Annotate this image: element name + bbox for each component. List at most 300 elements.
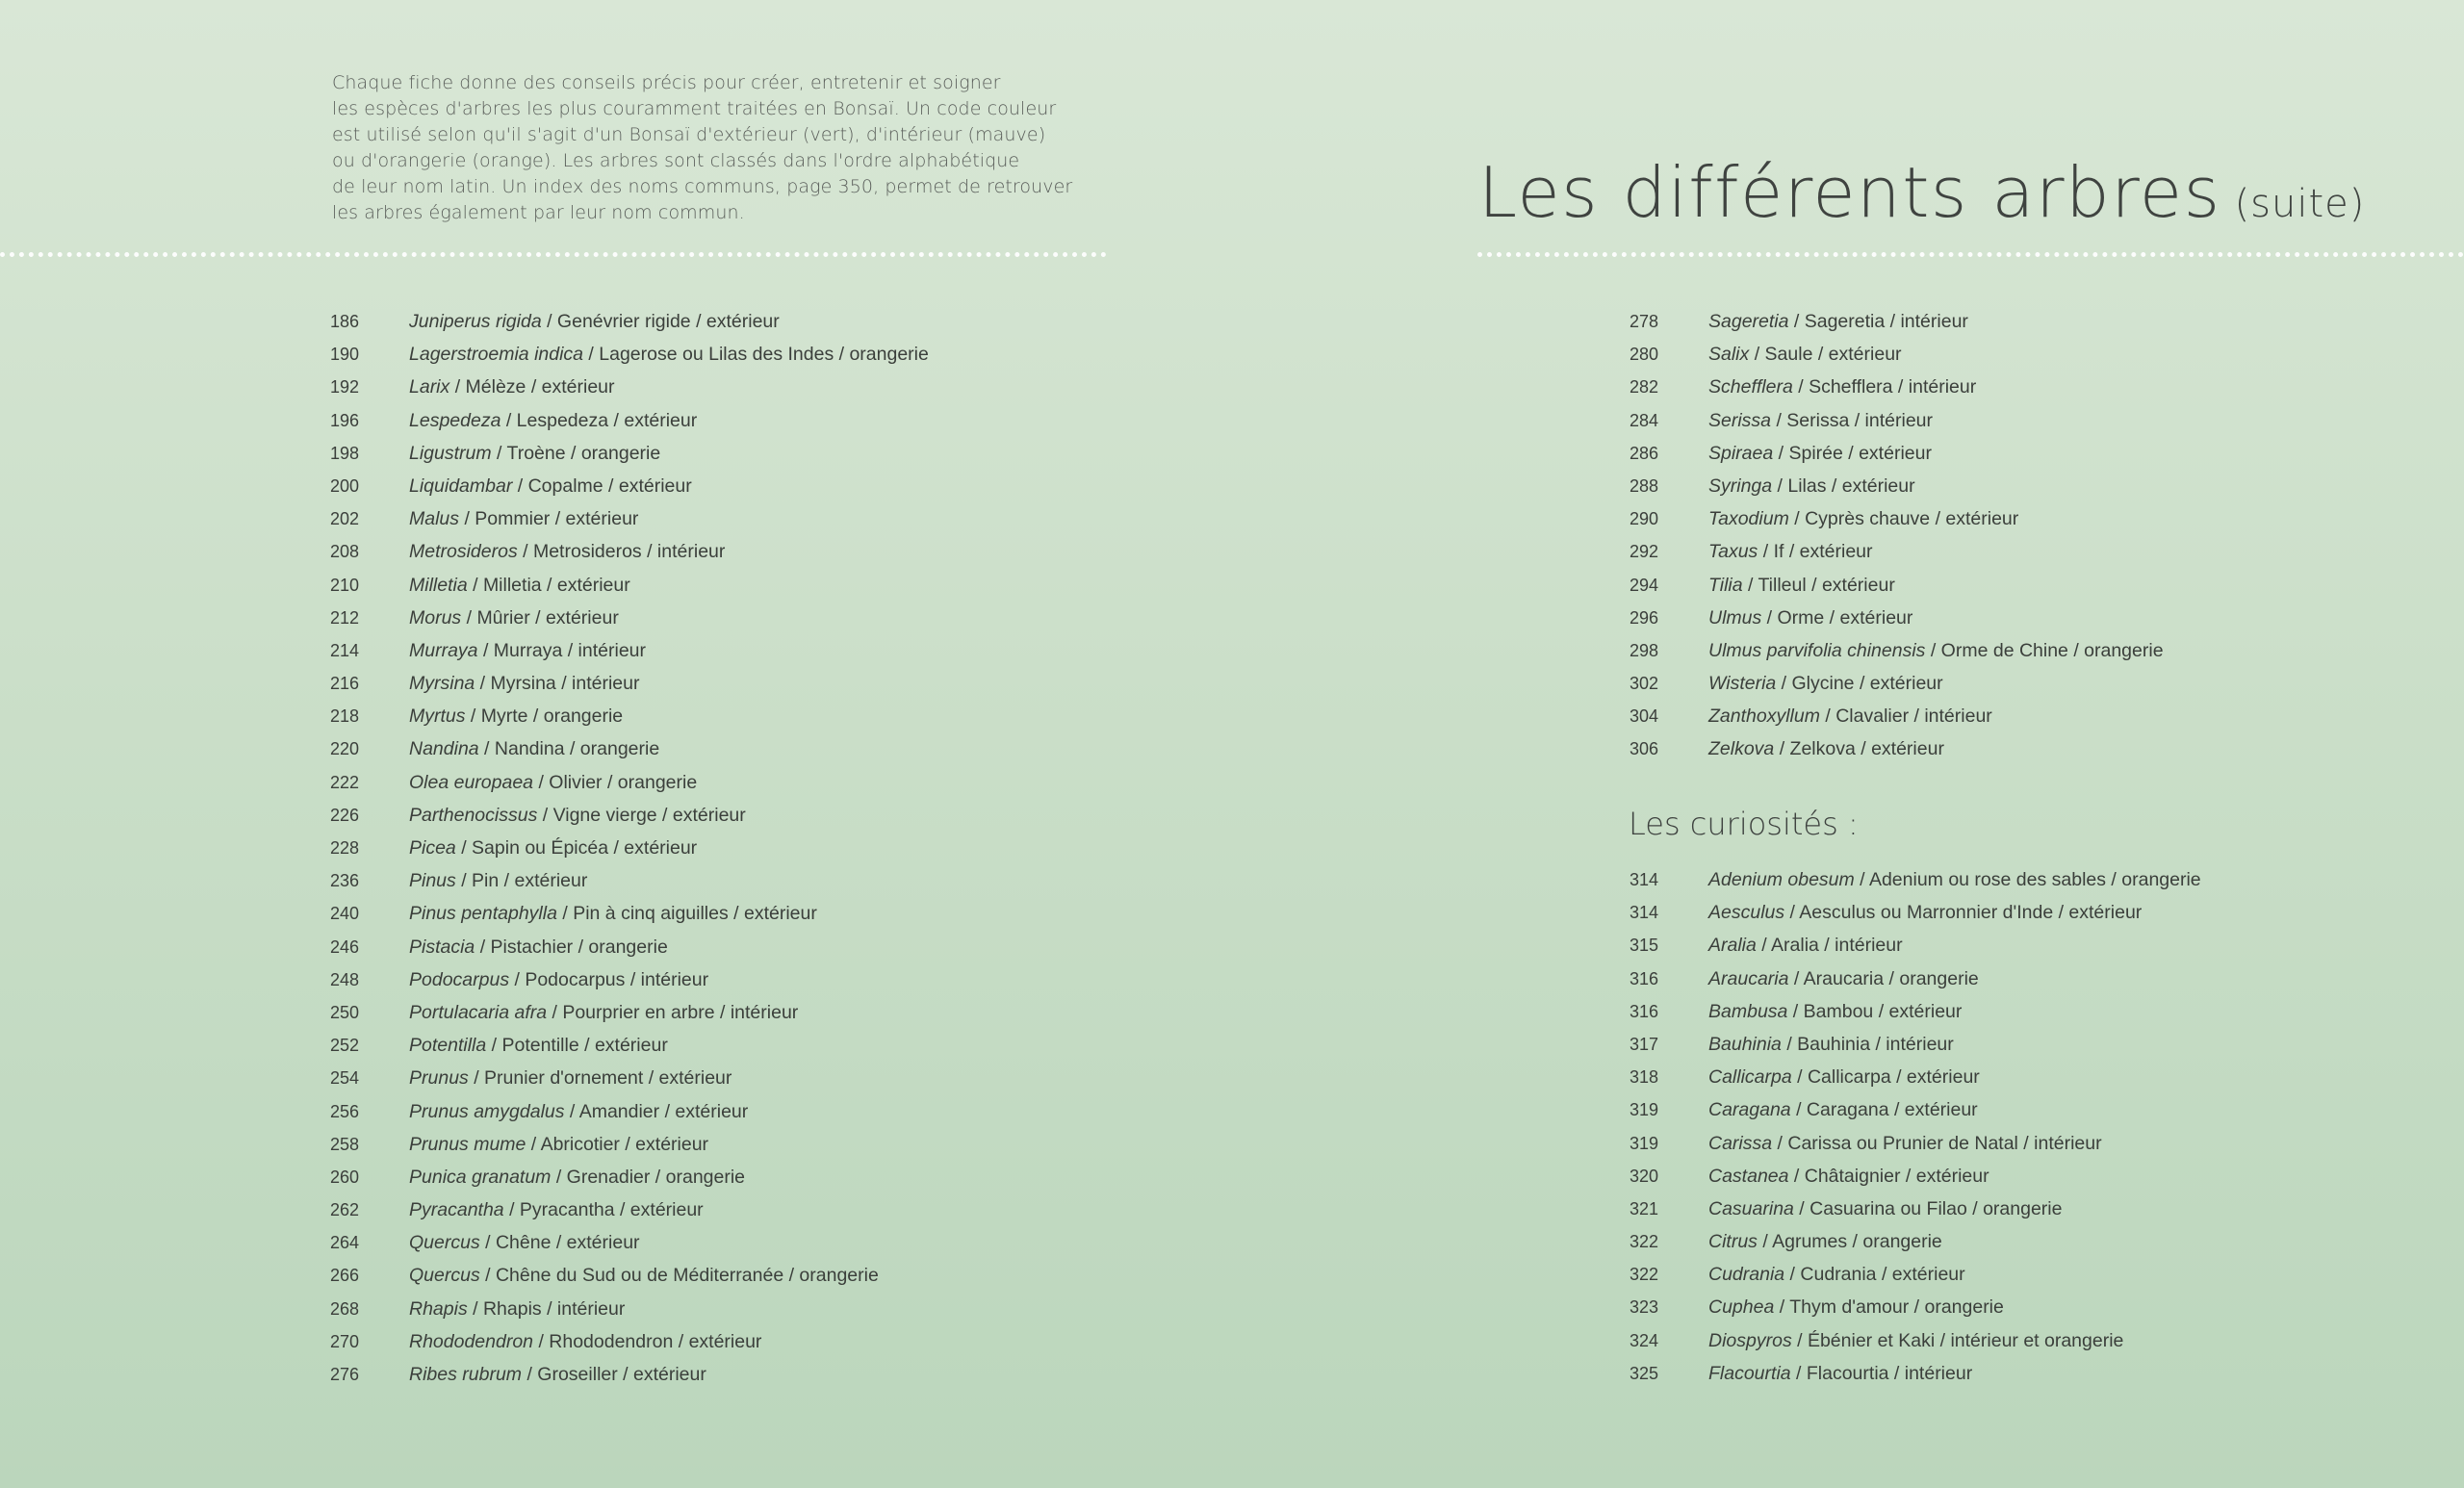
entry-page-number: 240 xyxy=(330,904,360,924)
entry-common-name-and-type: / Caragana / extérieur xyxy=(1790,1099,1978,1121)
entry-latin-name: Juniperus rigida xyxy=(409,311,542,332)
entry-page-number: 323 xyxy=(1630,1297,1659,1318)
entry-text xyxy=(409,969,708,990)
tree-index-left xyxy=(330,311,929,1397)
entry-text xyxy=(409,837,697,859)
index-entry xyxy=(1630,443,2164,475)
entry-latin-name: Ribes rubrum xyxy=(409,1364,523,1385)
entry-text xyxy=(409,1199,704,1220)
index-entry xyxy=(330,969,929,1002)
entry-text xyxy=(1708,968,1979,989)
index-entry xyxy=(330,607,929,640)
entry-page-number: 302 xyxy=(1630,674,1659,694)
intro-line: les arbres également par leur nom commun. xyxy=(332,202,745,223)
entry-latin-name: Adenium obesum xyxy=(1708,869,1855,890)
entry-text xyxy=(409,936,668,958)
entry-page-number: 286 xyxy=(1630,443,1659,463)
entry-page-number: 254 xyxy=(330,1068,360,1089)
entry-text xyxy=(1708,935,1903,956)
entry-text xyxy=(409,541,725,562)
entry-common-name-and-type: / Agrumes / orangerie xyxy=(1757,1231,1942,1253)
entry-latin-name: Diospyros xyxy=(1708,1329,1792,1351)
index-entry xyxy=(330,541,929,574)
entry-text xyxy=(409,575,630,596)
entry-common-name-and-type: / Cudrania / extérieur xyxy=(1784,1264,1965,1286)
entry-text xyxy=(409,1331,761,1352)
entry-text xyxy=(409,772,697,793)
entry-latin-name: Carissa xyxy=(1708,1132,1773,1154)
index-entry xyxy=(1630,1198,2201,1231)
entry-page-number: 250 xyxy=(330,1002,360,1022)
entry-common-name-and-type: / Nandina / orangerie xyxy=(478,738,660,760)
entry-common-name-and-type: / Pistachier / orangerie xyxy=(475,936,668,958)
entry-common-name-and-type: / Prunier d'ornement / extérieur xyxy=(468,1067,732,1090)
entry-common-name-and-type: / Schefflera / intérieur xyxy=(1792,376,1977,398)
index-entry xyxy=(1630,706,2164,738)
entry-latin-name: Callicarpa xyxy=(1708,1066,1792,1089)
entry-common-name-and-type: / Zelkova / extérieur xyxy=(1774,738,1944,760)
index-entry xyxy=(1630,1166,2201,1198)
entry-common-name-and-type: / Grenadier / orangerie xyxy=(551,1166,746,1188)
entry-text xyxy=(409,1232,640,1253)
entry-latin-name: Castanea xyxy=(1708,1165,1789,1187)
entry-page-number: 322 xyxy=(1630,1232,1659,1252)
entry-text xyxy=(1708,575,1895,596)
entry-page-number: 192 xyxy=(330,377,360,398)
entry-latin-name: Bauhinia xyxy=(1708,1033,1782,1055)
entry-page-number: 202 xyxy=(330,509,360,529)
entry-text xyxy=(1708,344,1902,365)
entry-text xyxy=(1708,443,1932,464)
entry-common-name-and-type: / Milletia / extérieur xyxy=(467,574,630,596)
entry-common-name-and-type: / Casuarina ou Filao / orangerie xyxy=(1793,1197,2063,1219)
intro-line: est utilisé selon qu'il s'agit d'un Bonsaï d'extérieur (vert), d'intérieur (mauve) xyxy=(332,124,1046,145)
entry-page-number: 278 xyxy=(1630,312,1659,331)
entry-common-name-and-type: / Mûrier / extérieur xyxy=(461,606,619,629)
entry-common-name-and-type: / Potentille / extérieur xyxy=(486,1035,668,1057)
entry-latin-name: Tilia xyxy=(1708,574,1743,596)
entry-common-name-and-type: / Copalme / extérieur xyxy=(512,475,692,497)
entry-common-name-and-type: / Carissa ou Prunier de Natal / intérieur xyxy=(1772,1132,2102,1154)
entry-common-name-and-type: / Tilleul / extérieur xyxy=(1742,574,1895,596)
entry-page-number: 264 xyxy=(330,1233,360,1253)
index-entry xyxy=(330,475,929,508)
index-entry xyxy=(330,1364,929,1397)
entry-latin-name: Myrsina xyxy=(409,673,475,695)
entry-common-name-and-type: / Podocarpus / intérieur xyxy=(509,968,709,990)
page-title-main: Les différents arbres xyxy=(1478,152,2221,233)
index-entry xyxy=(1630,475,2164,508)
entry-common-name-and-type: / Rhododendron / extérieur xyxy=(533,1330,762,1352)
entry-page-number: 315 xyxy=(1630,936,1659,956)
entry-common-name-and-type: / Chêne du Sud ou de Méditerranée / orangerie xyxy=(479,1265,879,1287)
entry-page-number: 322 xyxy=(1630,1265,1659,1285)
entry-common-name-and-type: / Aralia / intérieur xyxy=(1756,935,1903,957)
entry-latin-name: Pyracantha xyxy=(409,1199,504,1221)
intro-line: Chaque fiche donne des conseils précis pour créer, entretenir et soigner xyxy=(332,72,1001,93)
entry-text xyxy=(1708,902,2142,923)
entry-common-name-and-type: / Bambou / extérieur xyxy=(1787,1000,1963,1022)
entry-latin-name: Rhapis xyxy=(409,1297,468,1320)
entry-page-number: 317 xyxy=(1630,1034,1659,1054)
index-entry xyxy=(1630,902,2201,935)
index-entry xyxy=(1630,344,2164,376)
entry-latin-name: Salix xyxy=(1708,344,1750,366)
entry-page-number: 208 xyxy=(330,542,360,562)
entry-text xyxy=(409,640,646,661)
index-entry xyxy=(330,772,929,805)
entry-text xyxy=(1708,738,1944,759)
entry-common-name-and-type: / Saule / extérieur xyxy=(1749,344,1902,366)
entry-common-name-and-type: / Myrte / orangerie xyxy=(465,706,624,728)
entry-text xyxy=(1708,541,1873,562)
index-entry xyxy=(330,706,929,738)
entry-page-number: 214 xyxy=(330,640,360,660)
index-entry xyxy=(330,936,929,969)
entry-latin-name: Cuphea xyxy=(1708,1296,1775,1319)
curiosites-index xyxy=(1630,869,2201,1396)
entry-common-name-and-type: / Orme de Chine / orangerie xyxy=(1925,639,2164,661)
entry-latin-name: Morus xyxy=(409,606,462,629)
index-entry xyxy=(330,805,929,837)
entry-latin-name: Pinus pentaphylla xyxy=(409,903,557,925)
entry-text xyxy=(1708,1231,1942,1252)
entry-page-number: 248 xyxy=(330,969,360,989)
index-entry xyxy=(330,738,929,771)
entry-latin-name: Larix xyxy=(409,376,450,398)
index-entry xyxy=(330,1101,929,1134)
index-entry xyxy=(330,311,929,344)
entry-text xyxy=(409,1134,708,1155)
entry-text xyxy=(1708,1296,2004,1318)
entry-text xyxy=(409,607,619,629)
index-entry xyxy=(1630,673,2164,706)
entry-common-name-and-type: / If / extérieur xyxy=(1758,541,1873,563)
entry-latin-name: Punica granatum xyxy=(409,1166,552,1188)
entry-common-name-and-type: / Lilas / extérieur xyxy=(1772,475,1915,497)
entry-common-name-and-type: / Pyracantha / extérieur xyxy=(503,1199,704,1221)
entry-common-name-and-type: / Olivier / orangerie xyxy=(533,771,698,793)
index-entry xyxy=(1630,1296,2201,1329)
entry-latin-name: Bambusa xyxy=(1708,1000,1788,1022)
index-entry xyxy=(1630,968,2201,1001)
entry-page-number: 296 xyxy=(1630,607,1659,628)
entry-page-number: 282 xyxy=(1630,377,1659,398)
entry-latin-name: Myrtus xyxy=(409,706,466,728)
entry-common-name-and-type: / Thym d'amour / orangerie xyxy=(1774,1296,2004,1319)
index-entry xyxy=(330,1232,929,1265)
entry-latin-name: Pistacia xyxy=(409,936,475,958)
entry-latin-name: Quercus xyxy=(409,1265,480,1287)
entry-page-number: 212 xyxy=(330,607,360,628)
entry-latin-name: Murraya xyxy=(409,639,478,661)
index-entry xyxy=(330,837,929,870)
entry-common-name-and-type: / Vigne vierge / extérieur xyxy=(537,804,746,826)
entry-page-number: 316 xyxy=(1630,1001,1659,1021)
entry-page-number: 306 xyxy=(1630,739,1659,759)
entry-text xyxy=(409,344,929,365)
entry-page-number: 280 xyxy=(1630,345,1659,365)
dotted-divider-left xyxy=(0,252,1107,257)
entry-page-number: 262 xyxy=(330,1200,360,1220)
index-entry xyxy=(330,870,929,903)
entry-common-name-and-type: / Chêne / extérieur xyxy=(479,1232,640,1254)
entry-text xyxy=(409,1002,798,1023)
dotted-divider-right xyxy=(1477,252,2464,257)
entry-page-number: 319 xyxy=(1630,1133,1659,1153)
entry-text xyxy=(1708,1034,1954,1055)
entry-page-number: 260 xyxy=(330,1167,360,1187)
entry-latin-name: Nandina xyxy=(409,738,479,760)
entry-common-name-and-type: / Murraya / intérieur xyxy=(477,639,647,661)
entry-latin-name: Portulacaria afra xyxy=(409,1001,548,1023)
index-entry xyxy=(330,1134,929,1167)
entry-common-name-and-type: / Lespedeza / extérieur xyxy=(500,409,698,431)
entry-text xyxy=(1708,1330,2123,1351)
entry-text xyxy=(409,311,780,332)
entry-common-name-and-type: / Ébénier et Kaki / intérieur et orangerie xyxy=(1791,1329,2124,1351)
entry-latin-name: Syringa xyxy=(1708,475,1773,497)
entry-page-number: 268 xyxy=(330,1298,360,1319)
entry-latin-name: Metrosideros xyxy=(409,541,518,563)
intro-line: les espèces d'arbres les plus couramment traitées en Bonsaï. Un code couleur xyxy=(332,98,1057,119)
entry-latin-name: Sageretia xyxy=(1708,311,1789,332)
entry-page-number: 325 xyxy=(1630,1363,1659,1383)
entry-text xyxy=(409,1265,879,1286)
entry-latin-name: Schefflera xyxy=(1708,376,1793,398)
entry-latin-name: Prunus xyxy=(409,1067,469,1090)
index-entry xyxy=(1630,1330,2201,1363)
entry-text xyxy=(1708,869,2201,890)
entry-latin-name: Ligustrum xyxy=(409,442,492,464)
entry-page-number: 270 xyxy=(330,1331,360,1351)
index-entry xyxy=(330,344,929,376)
entry-text xyxy=(1708,1001,1962,1022)
entry-text xyxy=(1708,410,1933,431)
entry-page-number: 324 xyxy=(1630,1330,1659,1350)
index-entry xyxy=(1630,508,2164,541)
index-entry xyxy=(1630,738,2164,771)
entry-text xyxy=(409,1298,625,1320)
entry-latin-name: Lagerstroemia indica xyxy=(409,344,584,366)
index-entry xyxy=(330,508,929,541)
entry-page-number: 236 xyxy=(330,871,360,891)
index-entry xyxy=(1630,640,2164,673)
entry-common-name-and-type: / Groseiller / extérieur xyxy=(522,1364,706,1385)
entry-common-name-and-type: / Pourprier en arbre / intérieur xyxy=(547,1001,799,1023)
entry-text xyxy=(409,903,817,924)
entry-common-name-and-type: / Metrosideros / intérieur xyxy=(517,541,726,563)
page-title-suffix: (suite) xyxy=(2234,182,2366,226)
entry-text xyxy=(409,738,659,759)
index-entry xyxy=(1630,541,2164,574)
entry-latin-name: Prunus amygdalus xyxy=(409,1100,565,1122)
index-entry xyxy=(330,1002,929,1035)
entry-latin-name: Taxodium xyxy=(1708,508,1789,530)
entry-text xyxy=(409,1364,706,1385)
entry-page-number: 198 xyxy=(330,443,360,463)
entry-text xyxy=(409,1167,745,1188)
page-title xyxy=(1478,152,2365,233)
entry-common-name-and-type: / Orme / extérieur xyxy=(1761,606,1913,629)
entry-common-name-and-type: / Pin / extérieur xyxy=(455,870,588,892)
entry-latin-name: Liquidambar xyxy=(409,475,513,497)
entry-common-name-and-type: / Sapin ou Épicéa / extérieur xyxy=(455,837,698,859)
index-entry xyxy=(1630,607,2164,640)
index-entry xyxy=(330,410,929,443)
entry-latin-name: Olea europaea xyxy=(409,771,534,793)
index-entry xyxy=(1630,311,2164,344)
entry-page-number: 318 xyxy=(1630,1067,1659,1088)
entry-common-name-and-type: / Pommier / extérieur xyxy=(459,508,639,530)
index-entry xyxy=(1630,1264,2201,1296)
entry-page-number: 292 xyxy=(1630,542,1659,562)
entry-latin-name: Ulmus parvifolia chinensis xyxy=(1708,639,1926,661)
entry-page-number: 190 xyxy=(330,345,360,365)
entry-page-number: 256 xyxy=(330,1101,360,1121)
index-entry xyxy=(330,1067,929,1100)
entry-text xyxy=(409,443,660,464)
entry-text xyxy=(409,1101,748,1122)
entry-common-name-and-type: / Abricotier / extérieur xyxy=(526,1133,709,1155)
entry-page-number: 220 xyxy=(330,739,360,759)
entry-page-number: 186 xyxy=(330,312,360,331)
entry-common-name-and-type: / Lagerose ou Lilas des Indes / orangerie xyxy=(583,344,929,366)
intro-line: de leur nom latin. Un index des noms communs, page 350, permet de retrouver xyxy=(332,176,1073,197)
entry-page-number: 210 xyxy=(330,575,360,595)
index-entry xyxy=(330,1167,929,1199)
entry-page-number: 266 xyxy=(330,1266,360,1286)
entry-text xyxy=(1708,1166,1989,1187)
entry-page-number: 316 xyxy=(1630,968,1659,988)
entry-text xyxy=(409,673,639,694)
entry-common-name-and-type: / Adenium ou rose des sables / orangerie xyxy=(1854,869,2201,890)
entry-text xyxy=(409,706,623,727)
entry-page-number: 200 xyxy=(330,475,360,496)
entry-page-number: 218 xyxy=(330,706,360,727)
entry-page-number: 226 xyxy=(330,805,360,825)
entry-latin-name: Wisteria xyxy=(1708,673,1777,695)
entry-latin-name: Zelkova xyxy=(1708,738,1775,760)
entry-page-number: 252 xyxy=(330,1036,360,1056)
entry-text xyxy=(1708,1198,2062,1219)
entry-common-name-and-type: / Flacourtia / intérieur xyxy=(1790,1362,1973,1384)
entry-common-name-and-type: / Mélèze / extérieur xyxy=(449,376,615,398)
entry-latin-name: Lespedeza xyxy=(409,409,501,431)
entry-page-number: 314 xyxy=(1630,903,1659,923)
index-entry xyxy=(330,443,929,475)
entry-text xyxy=(1708,475,1915,497)
entry-common-name-and-type: / Myrsina / intérieur xyxy=(475,673,640,695)
entry-text xyxy=(409,805,746,826)
index-entry xyxy=(1630,376,2164,409)
entry-latin-name: Parthenocissus xyxy=(409,804,538,826)
entry-text xyxy=(409,475,692,497)
entry-latin-name: Zanthoxyllum xyxy=(1708,706,1820,728)
index-entry xyxy=(330,1298,929,1331)
entry-page-number: 319 xyxy=(1630,1100,1659,1120)
entry-latin-name: Casuarina xyxy=(1708,1197,1794,1219)
index-entry xyxy=(330,673,929,706)
entry-latin-name: Araucaria xyxy=(1708,967,1789,989)
entry-latin-name: Pinus xyxy=(409,870,456,892)
entry-latin-name: Serissa xyxy=(1708,409,1772,431)
entry-text xyxy=(1708,640,2164,661)
entry-text xyxy=(1708,376,1976,398)
entry-latin-name: Taxus xyxy=(1708,541,1758,563)
entry-common-name-and-type: / Araucaria / orangerie xyxy=(1788,967,1979,989)
entry-common-name-and-type: / Sageretia / intérieur xyxy=(1788,311,1968,332)
entry-text xyxy=(1708,311,1968,332)
entry-page-number: 246 xyxy=(330,936,360,957)
entry-page-number: 222 xyxy=(330,772,360,792)
index-entry xyxy=(330,903,929,936)
entry-text xyxy=(1708,1133,2102,1154)
entry-page-number: 294 xyxy=(1630,575,1659,595)
index-entry xyxy=(1630,1066,2201,1099)
tree-index-right xyxy=(1630,311,2164,772)
intro-line: ou d'orangerie (orange). Les arbres sont classés dans l'ordre alphabétique xyxy=(332,150,1020,171)
entry-text xyxy=(409,870,587,891)
curiosites-heading: Les curiosités : xyxy=(1629,806,1859,842)
entry-text xyxy=(1708,1099,1978,1120)
entry-latin-name: Aesculus xyxy=(1708,902,1785,924)
entry-common-name-and-type: / Spirée / extérieur xyxy=(1773,442,1932,464)
entry-text xyxy=(1708,1264,1965,1285)
entry-common-name-and-type: / Glycine / extérieur xyxy=(1776,673,1943,695)
entry-page-number: 304 xyxy=(1630,706,1659,727)
entry-latin-name: Cudrania xyxy=(1708,1264,1785,1286)
entry-common-name-and-type: / Rhapis / intérieur xyxy=(467,1297,626,1320)
entry-page-number: 216 xyxy=(330,674,360,694)
entry-text xyxy=(409,508,638,529)
entry-page-number: 321 xyxy=(1630,1198,1659,1219)
index-entry xyxy=(1630,1001,2201,1034)
entry-common-name-and-type: / Bauhinia / intérieur xyxy=(1781,1033,1954,1055)
index-entry xyxy=(1630,1133,2201,1166)
entry-common-name-and-type: / Châtaignier / extérieur xyxy=(1788,1165,1989,1187)
index-entry xyxy=(330,1035,929,1067)
entry-latin-name: Potentilla xyxy=(409,1035,487,1057)
entry-latin-name: Malus xyxy=(409,508,460,530)
entry-page-number: 284 xyxy=(1630,410,1659,430)
index-entry xyxy=(1630,1034,2201,1066)
entry-page-number: 320 xyxy=(1630,1166,1659,1186)
entry-common-name-and-type: / Pin à cinq aiguilles / extérieur xyxy=(556,903,817,925)
entry-page-number: 298 xyxy=(1630,640,1659,660)
entry-latin-name: Aralia xyxy=(1708,935,1757,957)
entry-latin-name: Milletia xyxy=(409,574,468,596)
entry-page-number: 196 xyxy=(330,410,360,430)
entry-common-name-and-type: / Amandier / extérieur xyxy=(564,1100,749,1122)
entry-text xyxy=(1708,673,1943,694)
entry-latin-name: Citrus xyxy=(1708,1231,1758,1253)
entry-latin-name: Flacourtia xyxy=(1708,1362,1791,1384)
entry-text xyxy=(1708,1066,1980,1088)
index-entry xyxy=(330,1199,929,1232)
entry-latin-name: Spiraea xyxy=(1708,442,1774,464)
index-entry xyxy=(330,640,929,673)
entry-latin-name: Quercus xyxy=(409,1232,480,1254)
entry-text xyxy=(1708,1363,1972,1384)
entry-text xyxy=(409,1035,668,1056)
entry-common-name-and-type: / Clavalier / intérieur xyxy=(1819,706,1992,728)
entry-text xyxy=(409,1067,732,1089)
index-entry xyxy=(1630,1231,2201,1264)
entry-page-number: 258 xyxy=(330,1134,360,1154)
entry-common-name-and-type: / Serissa / intérieur xyxy=(1771,409,1934,431)
index-entry xyxy=(1630,410,2164,443)
